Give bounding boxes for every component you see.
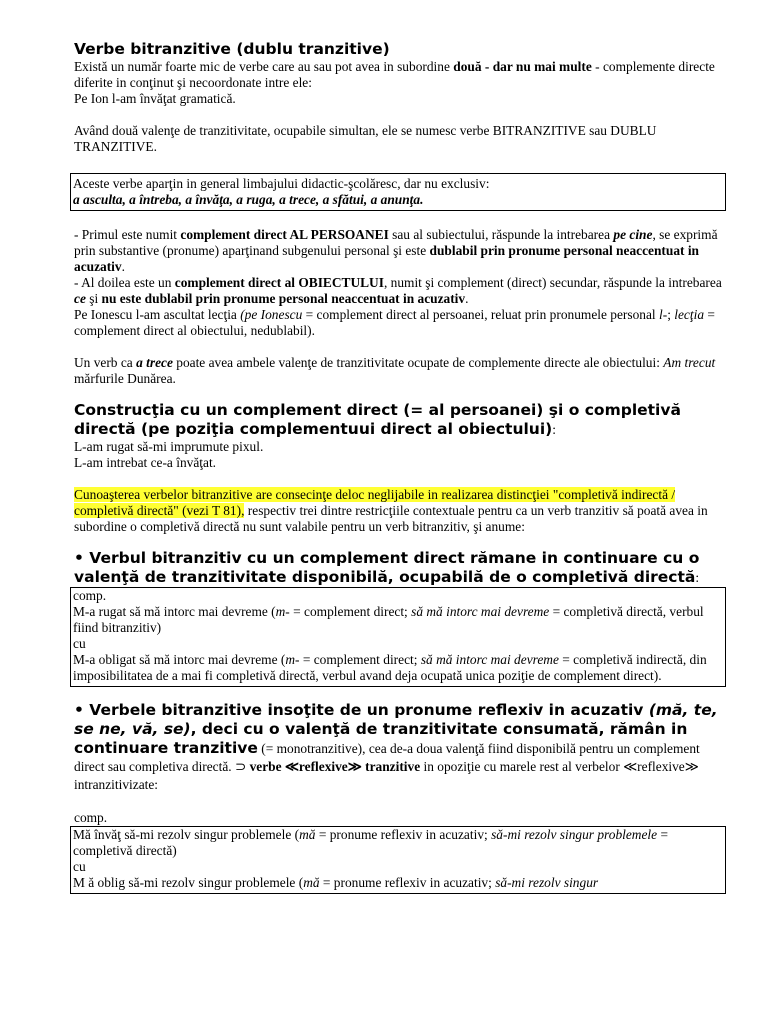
text: poate avea ambele valenţe de tranzitivitate ocupate de complemente directe ale obiectului: — [172, 355, 664, 370]
construction-example-2: L-am intrebat ce-a învăţat. — [74, 455, 217, 470]
italic-term: m- — [275, 604, 290, 619]
cu-label: cu — [73, 636, 86, 651]
bold-italic-term: pe cine — [613, 227, 653, 242]
italic-term: să-mi rezolv singur — [495, 875, 599, 890]
text: in opoziţie cu marele rest al verbelor ≪reflexive≫ intranzitivizate: — [74, 759, 699, 792]
text: şi — [85, 291, 102, 306]
heading-tail: : — [552, 422, 556, 437]
section-heading-construction — [74, 401, 724, 439]
heading-italic: (mă, te, se ne, vă, se) — [74, 701, 718, 738]
intro-paragraph-2: Având două valenţe de tranzitivitate, ocupabile simultan, ele se numesc verbe BITRANZITIVE sau DUBLU TRANZITIVE. — [74, 123, 657, 154]
text: , se exprimă prin substantive (pronume) aparţinand subgenului personal şi este — [74, 227, 718, 258]
intro-text: Există un număr foarte mic de verbe care au sau pot avea in subordine — [74, 59, 454, 74]
bold-term: complement direct AL PERSOANEI — [180, 227, 389, 242]
text: , numit şi complement (direct) secundar, răspunde la intrebarea — [383, 275, 722, 290]
complement-explanation-2 — [74, 275, 724, 307]
text: sau al subiectului, răspunde la intrebarea — [388, 227, 614, 242]
italic-term: m- — [285, 652, 300, 667]
text: Mă învăţ să-mi rezolv singur problemele ( — [73, 827, 300, 842]
italic-term: să-mi rezolv singur problemele — [491, 827, 658, 842]
bold-italic-term: a trece — [136, 355, 173, 370]
text: = complement direct; — [289, 604, 412, 619]
verbs-list: a asculta, a întreba, a învăţa, a ruga, a trece, a sfătui, a anunţa. — [73, 192, 424, 207]
text: ; — [667, 307, 675, 322]
heading-text: • Verbul bitranzitiv cu un complement direct rămane in continuare cu o valenţă de tranzitivitate disponibilă, ocupabilă de o completivă directă — [74, 549, 700, 586]
comparison-example-1 — [73, 604, 723, 636]
italic-term: să mă intorc mai devreme — [411, 604, 550, 619]
text: M ă oblig să-mi rezolv singur problemele ( — [73, 875, 304, 890]
italic-term: să mă intorc mai devreme — [420, 652, 559, 667]
bold-italic-term: ce — [74, 291, 86, 306]
text: = completivă directă, verbul fiind bitranzitiv) — [73, 604, 704, 635]
comparison-box-1 — [70, 587, 726, 687]
complement-example — [74, 307, 724, 339]
text: - Primul este numit — [74, 227, 181, 242]
verbs-box-line1: Aceste verbe aparţin in general limbajului didactic-şcolăresc, dar nu exclusiv: — [73, 176, 490, 191]
comparison-box-2 — [70, 826, 726, 894]
implies-icon: ⊃ — [235, 759, 247, 774]
document-page — [74, 40, 724, 894]
cu-label: cu — [73, 859, 86, 874]
text: = completivă indirectă, din imposibilitatea de a mai fi completivă directă, verbul avand deja ocupată unica poziţie de complement direct). — [73, 652, 707, 683]
text: M-a obligat să mă intorc mai devreme ( — [73, 652, 286, 667]
highlighted-text: Cunoaşterea verbelor bitranzitive are consecinţe deloc neglijabile in realizarea distincţiei "completivă indirectă / completivă directă" (vezi T 81), — [74, 487, 676, 518]
text: - Al doilea este un — [74, 275, 175, 290]
italic-term: lecţia — [674, 307, 705, 322]
text: (= monotranzitive), cea de-a doua valenţă fiind disponibilă pentru un complement direct sau completiva directă. — [74, 741, 700, 774]
intro-example: Pe Ion l-am învăţat gramatică. — [74, 91, 236, 106]
heading-text: , deci cu o valenţă de tranzitivitate consumată, rămân in continuare tranzitive — [74, 720, 688, 757]
text: = pronume reflexiv in acuzativ; — [319, 875, 496, 890]
text: = complement direct al persoanei, reluat prin pronumele personal — [302, 307, 659, 322]
text: Pe Ionescu l-am ascultat lecţia — [74, 307, 241, 322]
reflexive-example-2 — [73, 875, 723, 891]
consequence-paragraph — [74, 487, 724, 535]
bold-term: dublabil prin pronume personal neaccentuat in acuzativ — [74, 243, 699, 274]
verbs-box — [70, 173, 726, 211]
italic-term: mă — [299, 827, 316, 842]
heading-text: Construcţia cu un complement direct (= al persoanei) şi o completivă directă (pe poziţia complementuui direct al obiectului) — [74, 401, 681, 438]
heading-text: • Verbele bitranzitive insoţite de un pronume reflexiv in acuzativ — [74, 701, 649, 719]
bold-term: verbe ≪reflexive≫ tranzitive — [246, 759, 421, 774]
italic-term: Am trecut — [663, 355, 716, 370]
section-heading-bitranzitiv — [74, 549, 724, 587]
text: = complement direct al obiectului, nedublabil). — [74, 307, 715, 338]
text: = completivă directă) — [73, 827, 668, 858]
text: . — [121, 259, 125, 274]
text: Un verb ca — [74, 355, 137, 370]
comp-label: comp. — [74, 810, 108, 825]
page-title: Verbe bitranzitive (dublu tranzitive) — [74, 40, 390, 58]
italic-term: mă — [303, 875, 320, 890]
text: . — [465, 291, 469, 306]
section-heading-reflexive — [74, 701, 724, 794]
text: respectiv trei dintre restricţiile contextuale pentru ca un verb tranzitiv să poată avea in subordine o completivă directă nu sunt valabile pentru un verb bitranzitiv, şi anume: — [74, 503, 708, 534]
construction-example-1: L-am rugat să-mi imprumute pixul. — [74, 439, 264, 454]
bold-term: nu este dublabil prin pronume personal neaccentuat in acuzativ — [101, 291, 466, 306]
intro-text-cont: - complemente directe diferite in conţinut şi necoordonate intre ele: — [74, 59, 715, 90]
italic-term: l- — [659, 307, 668, 322]
reflexive-example-1 — [73, 827, 723, 859]
text: mărfurile Dunărea. — [74, 371, 176, 386]
text: = complement direct; — [299, 652, 421, 667]
heading-tail: : — [695, 570, 700, 585]
intro-bold: două - dar nu mai multe — [453, 59, 592, 74]
a-trece-paragraph — [74, 355, 724, 387]
italic-term: (pe Ionescu — [240, 307, 303, 322]
verbs-box-line2 — [73, 192, 723, 208]
text: M-a rugat să mă intorc mai devreme ( — [73, 604, 276, 619]
comp-label: comp. — [73, 588, 107, 603]
comparison-example-2 — [73, 652, 723, 684]
bold-term: complement direct al OBIECTULUI — [174, 275, 384, 290]
text: = pronume reflexiv in acuzativ; — [315, 827, 492, 842]
complement-explanation — [74, 227, 724, 275]
intro-paragraph — [74, 59, 724, 91]
